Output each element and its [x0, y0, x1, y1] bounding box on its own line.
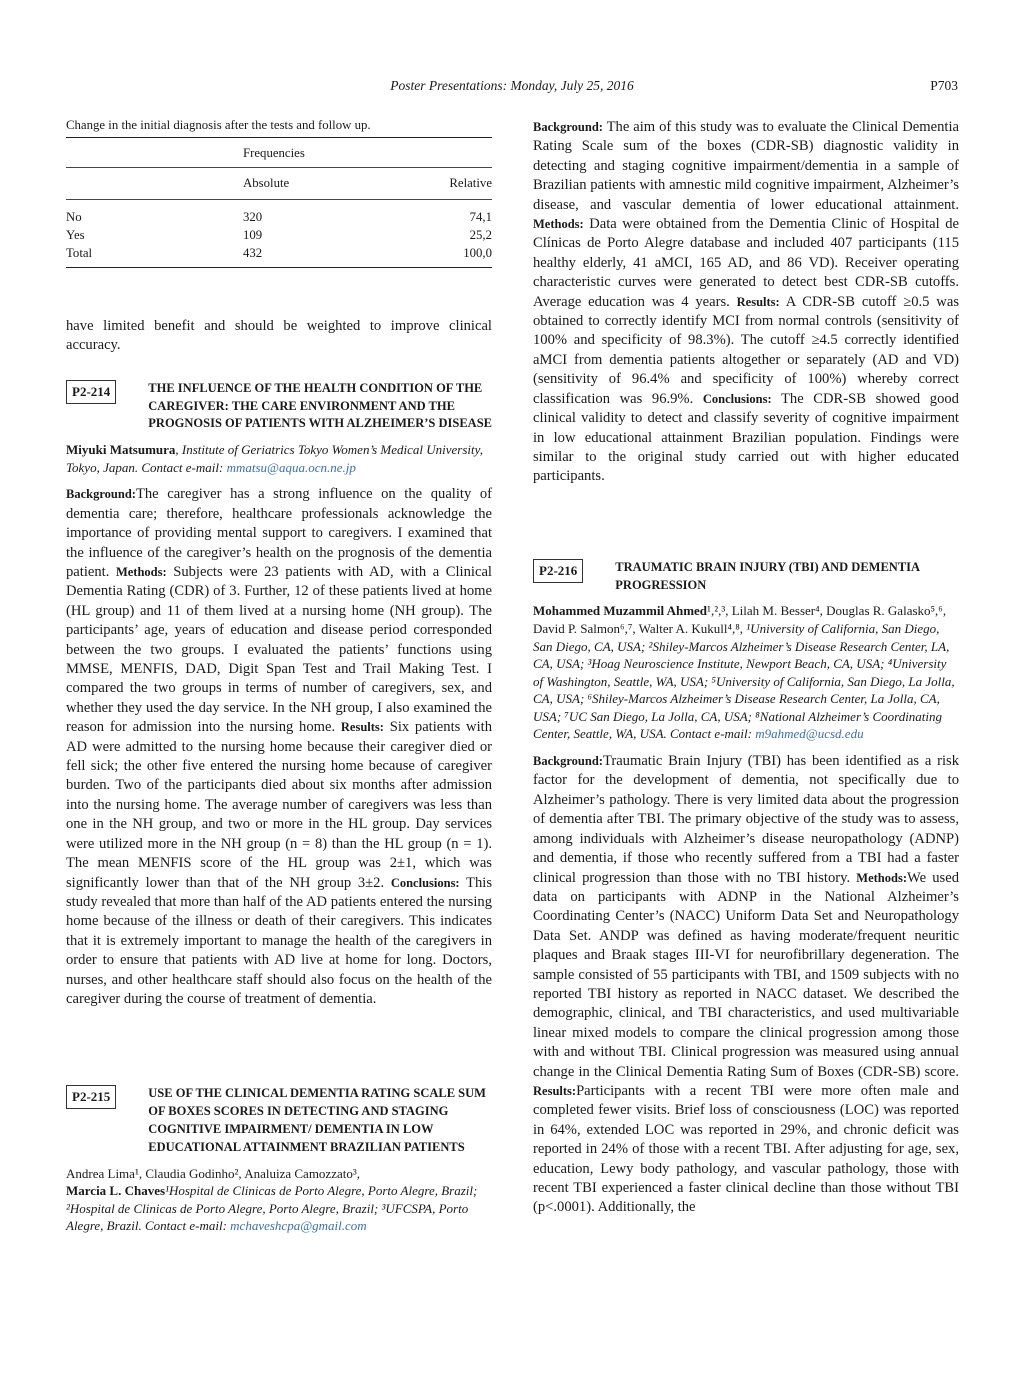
contact-email-link[interactable]: mchaveshcpa@gmail.com [230, 1218, 367, 1234]
presenting-author: Marcia L. Chaves [66, 1183, 166, 1199]
col-absolute: Absolute [243, 168, 383, 200]
contact-email-link[interactable]: m9ahmed@ucsd.edu [755, 726, 864, 742]
abstract-title: THE INFLUENCE OF THE HEALTH CONDITION OF THE CAREGIVER: THE CARE ENVIRONMENT AND THE PROGNOSIS OF PATIENTS WITH ALZHEIMER’S DISEASE [148, 380, 493, 431]
page-number: P703 [930, 78, 958, 93]
abstract-body-p2-216: Background:Traumatic Brain Injury (TBI) has been identified as a risk factor for the development of dementia, not specifically due to Alzheimer’s pathology. There is very limited data about the progression of dementia after TBI. The primary objective of the study was to assess, among individuals with Alzheimer’s disease neuropathology (ADNP) and dementia, if those who recently suffered from a TBI had a faster clinical progression than those with no TBI history. Methods:We used data on participants with ADNP in the National Alzheimer’s Coordinating Center’s (NACC) Uniform Data Set and Neuropathology Data Set. ANDP was defined as having moderate/frequent neuritic plaques and Braak stages III-VI for neurofibrillary degeneration. The sample consisted of 55 participants with TBI, and 1509 subjects with no reported TBI history as reported in NACC dataset. We described the demographic, clinical, and TBI characteristics, and used multivariable linear mixed models to compare the clinical progression among those with and without TBI. Clinical progression was measured using annual change in the Clinical Dementia Rating Sum of Boxes (CDR-SB) score. Results:Participants with a recent TBI were more often male and completed fewer visits. Brief loss of consciousness (LOC) was reported in 64%, extended LOC was reported in 29%, and chronic deficit was reported in 24% of those with a recent TBI. After adjusting for age, sex, education, Lewy body pathology, and vascular pathology, those with recent TBI experienced a faster clinical decline than those without TBI (p<.0001). Additionally, the [533, 753, 959, 1216]
col-relative: Relative [383, 168, 492, 200]
presenting-author: Mohammed Muzammil Ahmed [533, 603, 708, 619]
contact-email-link[interactable]: mmatsu@aqua.ocn.ne.jp [226, 459, 356, 475]
abstract-id: P2-215 [66, 1085, 116, 1109]
table-row: Total 432 100,0 [66, 244, 492, 268]
affiliation: , Institute of Geriatrics Tokyo Women’s Medical University, Tokyo, Japan. Contact e-mail: [66, 442, 483, 475]
left-column [66, 118, 492, 1244]
right-column [533, 118, 959, 1218]
abstract-title: USE OF THE CLINICAL DEMENTIA RATING SCALE SUM OF BOXES SCORES IN DETECTING AND STAGING COGNITIVE IMPAIRMENT/ DEMENTIA IN LOW EDUCATIONAL ATTAINMENT BRAZILIAN PATIENTS [148, 1086, 486, 1154]
frequency-table [66, 137, 492, 268]
table-header-group [66, 138, 492, 168]
authors: Andrea Lima¹, Claudia Godinho², Analuiza Camozzato³, [66, 1165, 360, 1181]
abstract-body: Background:The caregiver has a strong influence on the quality of dementia care; therefore, healthcare professionals acknowledge the importance of providing mental support to caregivers. I examined that the influence of the caregiver’s health on the prognosis of the dementia patient. Methods: Subjects were 23 patients with AD, with a Clinical Dementia Rating (CDR) of 3. Further, 12 of these patients lived at home (HL group) and 11 of them lived at a nursing home (NH group). The participants’ age, years of education and disease period corresponded between the two groups. I evaluated the patients’ functions using MMSE, MENFIS, DAD, Digit Span Test and Trail Making Test. I compared the two groups in terms of number of caregivers, sex, and whether they used the day service. In the NH group, I also examined the reason for admission into the nursing home. Results: Six patients with AD were admitted to the nursing home because their caregiver died or fell sick; the other five entered the nursing home because of caregiver burden. Two of the participants died about six months after admission into the nursing home. The average number of caregivers was less than one in the NH group, and two or more in the HL group. Day services were utilized more in the NH group (n = 8) than the HL group (n = 1). The mean MENFIS score of the HL group was 2±1, which was significantly lower than that of the NH group 3±2. Conclusions: This study revealed that more than half of the AD patients entered the nursing home because of the illness or death of their caregivers. This indicates that it is extremely important to manage the health of the caregivers in order to ensure that patients with AD live at home for long. Doctors, nurses, and other healthcare staff should also focus on the health of the caregiver during the course of treatment of dementia. [66, 486, 492, 1007]
continuation-text: have limited benefit and should be weighted to improve clinical accuracy. [66, 318, 492, 354]
affiliations: ¹University of California, San Diego, San Diego, CA, USA; ²Shiley-Marcos Alzheimer’s Disease Research Center, LA, CA, USA; ³Hoag Neuroscience Institute, Newport Beach, CA, USA; ⁴University of Washington, Seattle, WA, USA; ⁵University of California, San Diego, La Jolla, CA, USA; ⁶Shiley-Marcos Alzheimer’s Disease Research Center, La Jolla, CA, USA; ⁷UC San Diego, La Jolla, CA, USA; ⁸National Alzheimer’s Coordinating Center, Seattle, WA, USA. Contact e-mail: [533, 620, 955, 742]
affiliations: ¹Hospital de Clinicas de Porto Alegre, Porto Alegre, Brazil; ²Hospital de Clinicas de Porto Alegre, Porto Alegre, Brazil; ³UFCSPA, Porto Alegre, Brazil. Contact e-mail: [66, 1183, 478, 1234]
table-header-row [66, 168, 492, 200]
col-group-frequencies: Frequencies [243, 138, 492, 168]
presenting-author: Miyuki Matsumura [66, 442, 176, 458]
abstract-header-p2-215 [66, 1085, 492, 1156]
author-block [533, 602, 959, 743]
abstract-title: TRAUMATIC BRAIN INJURY (TBI) AND DEMENTIA PROGRESSION [615, 559, 920, 592]
table-row: Yes 109 25,2 [66, 227, 492, 242]
authors: ¹,²,³, Lilah M. Besser⁴, Douglas R. Galasko⁵,⁶, David P. Salmon⁶,⁷, Walter A. Kukull⁴,⁸, [533, 603, 947, 636]
table-caption: Change in the initial diagnosis after the tests and follow up. [66, 118, 371, 132]
page-header [0, 78, 1024, 98]
abstract-header-p2-214 [66, 380, 492, 433]
author-block [66, 1165, 492, 1235]
abstract-id: P2-214 [66, 380, 116, 404]
author-block [66, 441, 492, 476]
abstract-id: P2-216 [533, 559, 583, 583]
abstract-header-p2-216 [533, 559, 959, 595]
abstract-body-p2-215: Background: The aim of this study was to evaluate the Clinical Dementia Rating Scale sum of the boxes (CDR-SB) diagnostic validity in detecting and staging cognitive impairment/dementia in a sample of Brazilian patients with amnestic mild cognitive impairment, Alzheimer’s disease, and vascular dementia of lower educational attainment. Methods: Data were obtained from the Dementia Clinic of Hospital de Clínicas de Porto Alegre database and included 407 participants (115 healthy elderly, 41 aMCI, 165 AD, and 86 VD). Receiver operating characteristic curves were generated to detect best CDR-SB cutoffs. Average education was 4 years. Results: A CDR-SB cutoff ≥0.5 was obtained to correctly identify MCI from normal controls (sensitivity of 100% and specificity of 98.3%). The cutoff ≥4.5 correctly identified aMCI from dementia patients altogether or separately (AD and VD) (sensitivity of 96.4% and specificity of 100%) whereby correct classification was 96.9%. Conclusions: The CDR-SB showed good clinical validity to detect and classify severity of cognitive impairment in low educational attainment Brazilian population. Findings were similar to the original study carried out with higher educated participants. [533, 119, 959, 485]
running-title: Poster Presentations: Monday, July 25, 2016 [390, 78, 634, 93]
table-row: No 320 74,1 [66, 200, 492, 227]
